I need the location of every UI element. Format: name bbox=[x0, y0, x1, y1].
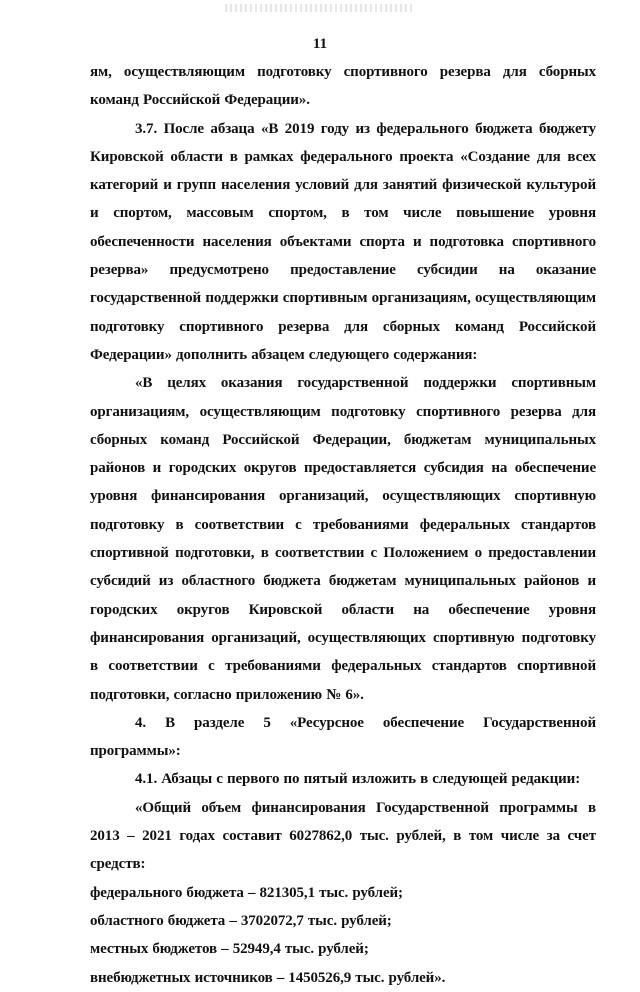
funding-line-federal: федерального бюджета – 821305,1 тыс. рублей; bbox=[90, 884, 403, 901]
paragraph-4-1: 4.1. Абзацы с первого по пятый изложить в следующей редакции: bbox=[135, 771, 581, 788]
funding-line-extrabudgetary: внебюджетных источников – 1450526,9 тыс. рублей». bbox=[90, 969, 446, 986]
funding-line-regional: областного бюджета – 3702072,7 тыс. рублей; bbox=[90, 912, 392, 929]
page-number: 11 bbox=[312, 36, 328, 52]
scan-artifact bbox=[225, 4, 415, 12]
paragraph-total-funding: «Общий объем финансирования Государственной программы в 2013 – 2021 годах составит 6027862,0 тыс. рублей, в том числе за счет средств: bbox=[90, 799, 596, 873]
paragraph-3-7: 3.7. После абзаца «В 2019 году из федерального бюджета бюджету Кировской области в рамках федерального проекта «Создание для всех категорий и групп населения условий для занятий физической культурой и спортом, массовым спортом, в том числе повышение уровня обеспеченности населения объектами спорта и подготовка спортивного резерва» предусмотрено предоставление субсидии на оказание государственной поддержки спортивным организациям, осуществляющим подготовку спортивного резерва для сборных команд Российской Федерации» дополнить абзацем следующего содержания: bbox=[90, 120, 596, 363]
paragraph-continuation: ям, осуществляющим подготовку спортивного резерва для сборных команд Российской Федерации». bbox=[90, 64, 596, 109]
document-body bbox=[90, 58, 596, 992]
funding-line-local: местных бюджетов – 52949,4 тыс. рублей; bbox=[90, 941, 369, 958]
paragraph-4: 4. В разделе 5 «Ресурсное обеспечение Государственной программы»: bbox=[90, 714, 596, 760]
paragraph-quote: «В целях оказания государственной поддержки спортивным организациям, осуществляющим подготовку спортивного резерва для сборных команд Российской Федерации, бюджетам муниципальных районов и городских округов предоставляется субсидия на обеспечение уровня финансирования организаций, осуществляющих спортивную подготовку в соответствии с требованиями федеральных стандартов спортивной подготовки, в соответствии с Положением о предоставлении субсидий из областного бюджета бюджетам муниципальных районов и городских округов Кировской области на обеспечение уровня финансирования организаций, осуществляющих спортивную подготовку в соответствии с требованиями федеральных стандартов спортивной подготовки, согласно приложению № 6». bbox=[90, 375, 596, 703]
